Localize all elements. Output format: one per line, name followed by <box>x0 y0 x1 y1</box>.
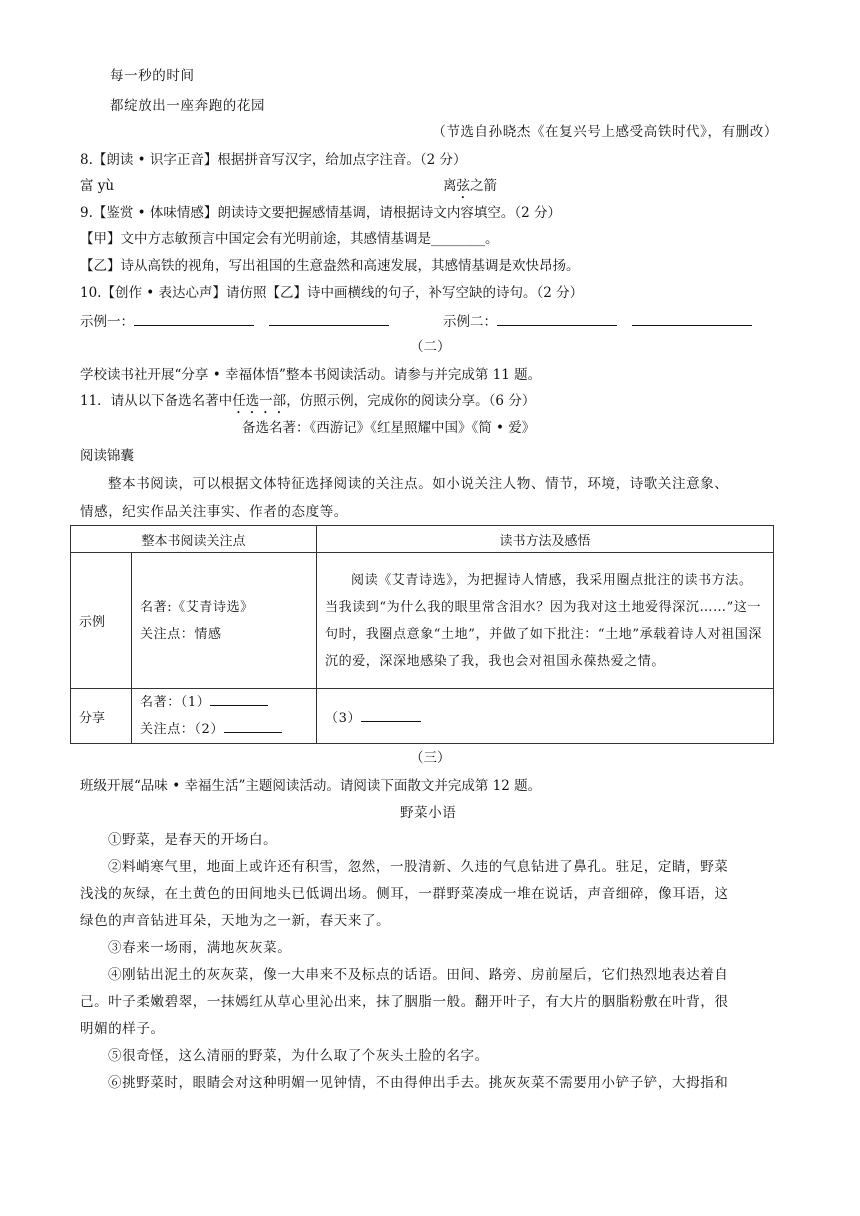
share-book: 名著：（1） <box>140 695 211 710</box>
reading-table <box>70 525 774 744</box>
share-label: 分享 <box>71 689 132 744</box>
section-3-heading: （三） <box>410 750 451 766</box>
essay-paragraph: 绿色的声音钻进耳朵，天地为之一新，春天来了。 <box>80 913 391 929</box>
tips-line: 情感，纪实作品关注事实、作者的态度等。 <box>80 504 348 520</box>
q10-examples-1 <box>80 311 389 332</box>
poem-line: 每一秒的时间 <box>110 68 195 84</box>
example-focus: 关注点：情感 <box>140 626 222 642</box>
question-9-stem: 9.【鉴赏 • 体味情感】朗读诗文要把握感情基调，请根据诗文内容填空。（2 分） <box>80 205 562 221</box>
example-book: 名著:《艾青诗选》 <box>140 599 254 615</box>
table-row-share <box>71 689 774 744</box>
example-method: 阅读《艾青诗选》，为把握诗人情感，我采用圈点批注的读书方法。当我读到“为什么我的眼里常含泪水？因为我对这土地爱得深沉……”这一句时，我圈点意象“土地”，并做了如下批注：“土地”承载着诗人对祖国深沉的爱，深深地感染了我，我也会对祖国永葆热爱之情。 <box>317 553 774 689</box>
share-book-cell <box>132 689 317 744</box>
answer-blank[interactable] <box>269 311 389 326</box>
q10-examples-2 <box>443 311 752 332</box>
q8-item-2-post: 之箭 <box>470 178 497 194</box>
q11-dotted-text: 任选一部 <box>232 393 287 409</box>
essay-paragraph: ②料峭寒气里，地面上或许还有积雪，忽然，一股清新、久违的气息钻进了鼻孔。驻足，定睛，野菜 <box>108 859 729 875</box>
question-11-stem <box>80 391 535 417</box>
book-options: 备选名著：《西游记》《红星照耀中国》《简 • 爱》 <box>242 420 536 436</box>
poem-line: 都绽放出一座奔跑的花园 <box>110 98 266 114</box>
poem-source: （节选自孙晓杰《在复兴号上感受高铁时代》，有删改） <box>432 124 778 140</box>
table-row-example <box>71 553 774 689</box>
q11-post: ，仿照示例，完成你的阅读分享。（6 分） <box>286 393 536 409</box>
question-10-stem: 10.【创作 • 表达心声】请仿照【乙】诗中画横线的句子，补写空缺的诗句。（2 分） <box>80 285 584 301</box>
answer-blank[interactable] <box>224 718 282 733</box>
question-8-stem: 8.【朗读 • 识字正音】根据拼音写汉字，给加点字注音。（2 分） <box>80 152 467 168</box>
section-2-heading: （二） <box>410 339 451 355</box>
q8-dotted-char: 弦 <box>456 178 470 194</box>
q11-pre: 11．请从以下备选名著中 <box>80 393 233 409</box>
essay-paragraph: ①野菜，是春天的开场白。 <box>108 832 278 848</box>
answer-blank[interactable] <box>361 707 421 722</box>
answer-blank[interactable] <box>134 311 254 326</box>
example-2-label: 示例二： <box>443 314 497 330</box>
essay-paragraph: ⑤很奇怪，这么清丽的野菜，为什么取了个灰头土脸的名字。 <box>108 1048 489 1064</box>
example-label: 示例 <box>71 553 132 689</box>
q9-yi: 【乙】诗从高铁的视角，写出祖国的生意盎然和高速发展，其感情基调是欢快昂扬。 <box>80 258 580 274</box>
q8-item-2-pre: 离 <box>443 178 457 194</box>
header-method: 读书方法及感悟 <box>317 526 774 553</box>
example-book-cell <box>132 553 317 689</box>
share-method: （3） <box>325 710 362 726</box>
answer-blank[interactable] <box>210 691 268 706</box>
essay-paragraph: 明媚的样子。 <box>80 1021 165 1037</box>
tips-title: 阅读锦囊 <box>80 448 134 464</box>
q9-jia: 【甲】文中方志敏预言中国定会有光明前途，其感情基调是________。 <box>80 231 499 247</box>
q8-item-2 <box>443 176 497 202</box>
section-3-intro: 班级开展“品味 • 幸福生活”主题阅读活动。请阅读下面散文并完成第 12 题。 <box>80 778 542 794</box>
share-method-cell <box>317 689 774 744</box>
essay-title: 野菜小语 <box>400 805 457 821</box>
essay-paragraph: ⑥挑野菜时，眼睛会对这种明媚一见钟情，不由得伸出手去。挑灰灰菜不需要用小铲子铲，大拇指和 <box>108 1075 729 1091</box>
q8-item-1: 富 yù <box>80 178 115 194</box>
tips-line: 整本书阅读，可以根据文体特征选择阅读的关注点。如小说关注人物、情节，环境，诗歌关注意象、 <box>108 476 729 492</box>
table-header-row <box>71 526 774 553</box>
essay-paragraph: ④刚钻出泥土的灰灰菜，像一大串来不及标点的话语。田间、路旁、房前屋后，它们热烈地表达着自 <box>108 967 729 983</box>
example-1-label: 示例一： <box>80 314 134 330</box>
answer-blank[interactable] <box>632 311 752 326</box>
section-2-intro: 学校读书社开展“分享 • 幸福体悟”整本书阅读活动。请参与并完成第 11 题。 <box>80 367 542 383</box>
answer-blank[interactable] <box>497 311 617 326</box>
essay-paragraph: 浅浅的灰绿，在土黄色的田间地头已低调出场。侧耳，一群野菜凑成一堆在说话，声音细碎，像耳语，这 <box>80 886 729 902</box>
header-focus: 整本书阅读关注点 <box>71 526 317 553</box>
share-focus: 关注点：（2） <box>140 722 224 737</box>
essay-paragraph: ③春来一场雨，满地灰灰菜。 <box>108 940 292 956</box>
essay-paragraph: 己。叶子柔嫩碧翠，一抹嫣红从草心里沁出来，抹了胭脂一般。翻开叶子，有大片的胭脂粉敷在叶背，很 <box>80 994 729 1010</box>
